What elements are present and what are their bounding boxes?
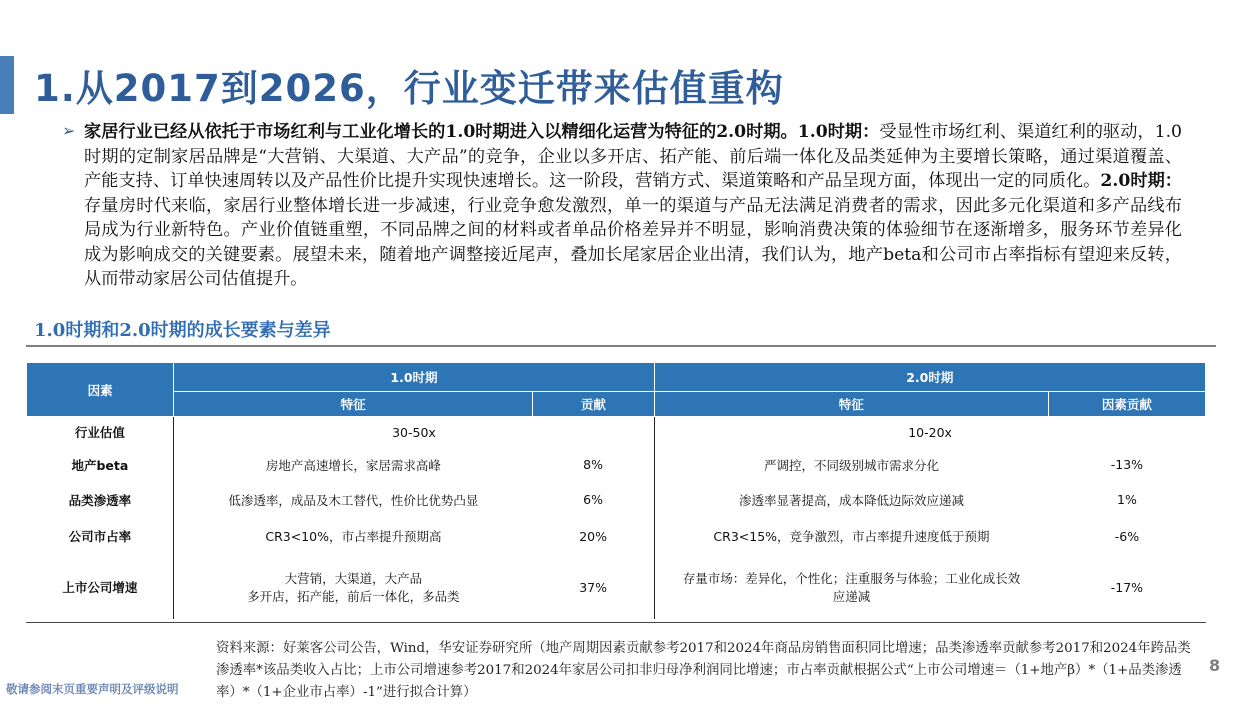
header-contribution-2: 因素贡献 <box>1048 392 1205 417</box>
page-title: 1.从2017到2026，行业变迁带来估值重构 <box>34 67 784 110</box>
source-note: 资料来源：好莱客公司公告，Wind，华安证券研究所（地产周期因素贡献参考2017和2024年商品房销售面积同比增速；品类渗透率贡献参考2017和2024年跨品类渗透率*该品类收入占比；上市公司增速参考2017和2024年家居公司扣非归母净利润同比增速；市占率贡献根据公式“上市公司增速＝（1+地产β）*（1+品类渗透率）*（1+企业市占率）-1”进行拟合计算） <box>216 641 1191 700</box>
header-contribution-1: 贡献 <box>533 392 655 417</box>
row-contribution-1: 37% <box>533 555 655 619</box>
table-row <box>27 517 1206 555</box>
table-subheader-row <box>27 392 1206 417</box>
row-factor: 品类渗透率 <box>27 482 174 517</box>
row-contribution-1: 6% <box>533 482 655 517</box>
row-feature-2: CR3<15%，竞争激烈，市占率提升速度低于预期 <box>713 529 990 544</box>
table-row <box>27 555 1206 619</box>
row-factor: 地产beta <box>27 447 174 482</box>
row-contribution-2: -6% <box>1114 528 1140 544</box>
row-contribution-2: 1% <box>1117 492 1137 507</box>
header-period1: 1.0时期 <box>174 363 654 392</box>
row-feature-1-line: 大营销，大渠道，大产品 <box>284 571 423 586</box>
row-factor: 行业估值 <box>27 417 174 448</box>
table-row <box>27 417 1206 448</box>
title-accent-bar <box>0 56 14 114</box>
table-row <box>27 447 1206 482</box>
row-feature-2-line: 存量市场：差异化，个性化；注重服务与体验；工业化成长效 <box>682 571 1021 586</box>
row-feature-1: 房地产高速增长，家居需求高峰 <box>265 457 441 473</box>
table-title-divider <box>26 345 1216 347</box>
growth-factors-table <box>26 362 1206 619</box>
header-factor: 因素 <box>27 363 174 417</box>
summary-paragraph <box>84 120 1182 292</box>
summary-lead: 家居行业已经从依托于市场红利与工业化增长的1.0时期进入以精细化运营为特征的2.0时期。 <box>84 122 798 142</box>
row-feature-1: 低渗透率，成品及木工替代，性价比优势凸显 <box>228 492 479 508</box>
period2-label: 2.0时期： <box>1100 171 1182 191</box>
row-contribution-2: -17% <box>1110 579 1144 595</box>
row-feature-2 <box>654 555 1048 619</box>
row-contribution-2: -13% <box>1110 457 1144 472</box>
row-feature-1: 30-50x <box>174 417 654 448</box>
row-contribution-1: 20% <box>533 517 655 555</box>
period2-text: 存量房时代来临，家居行业整体增长进一步减速，行业竞争愈发激烈，单一的渠道与产品无法满足消费者的需求，因此多元化渠道和多产品线布局成为行业新特色。产业价值链重塑，不同品牌之间的材料或者单品价格差异并不明显，影响消费决策的体验细节在逐渐增多，服务环节差异化成为影响成交的关键要素。展望未来，随着地产调整接近尾声，叠加长尾家居企业出清，我们认为，地产beta和公司市占率指标有望迎来反转，从而带动家居公司估值提升。 <box>84 195 1182 289</box>
row-feature-2: 渗透率显著提高，成本降低边际效应递减 <box>738 492 964 508</box>
row-feature-1-line: 多开店，拓产能，前后一体化，多品类 <box>247 589 460 604</box>
bullet-arrow-icon: ➢ <box>62 121 76 140</box>
row-factor: 上市公司增速 <box>27 555 174 619</box>
page-number: 8 <box>1209 656 1221 675</box>
row-feature-1 <box>174 555 533 619</box>
row-feature-1: CR3<10%，市占率提升预期高 <box>265 529 442 544</box>
header-feature-1: 特征 <box>174 392 533 417</box>
table-title: 1.0时期和2.0时期的成长要素与差异 <box>34 320 331 341</box>
row-feature-2: 10-20x <box>908 424 952 440</box>
table-bottom-divider <box>26 622 1206 623</box>
row-contribution-1: 8% <box>533 447 655 482</box>
table-header-row <box>27 363 1206 392</box>
row-feature-2-line: 应递减 <box>832 589 871 604</box>
row-feature-2: 严调控，不同级别城市需求分化 <box>763 457 939 473</box>
row-factor: 公司市占率 <box>27 517 174 555</box>
header-period2: 2.0时期 <box>654 363 1205 392</box>
disclaimer-link[interactable]: 敬请参阅末页重要声明及评级说明 <box>6 682 179 696</box>
table-row <box>27 482 1206 517</box>
summary-bullet <box>62 120 1182 292</box>
header-feature-2: 特征 <box>654 392 1048 417</box>
period1-text: 受显性市场红利、渠道红利的驱动，1.0时期的定制家居品牌是“大营销、大渠道、大产品”的竞争，企业以多开店、拓产能、前后端一体化及品类延伸为主要增长策略，通过渠道覆盖、产能支持、订单快速周转以及产品性价比提升实现快速增长。这一阶段，营销方式、渠道策略和产品呈现方面，体现出一定的同质化。 <box>84 122 1182 191</box>
period1-label: 1.0时期： <box>797 122 880 142</box>
